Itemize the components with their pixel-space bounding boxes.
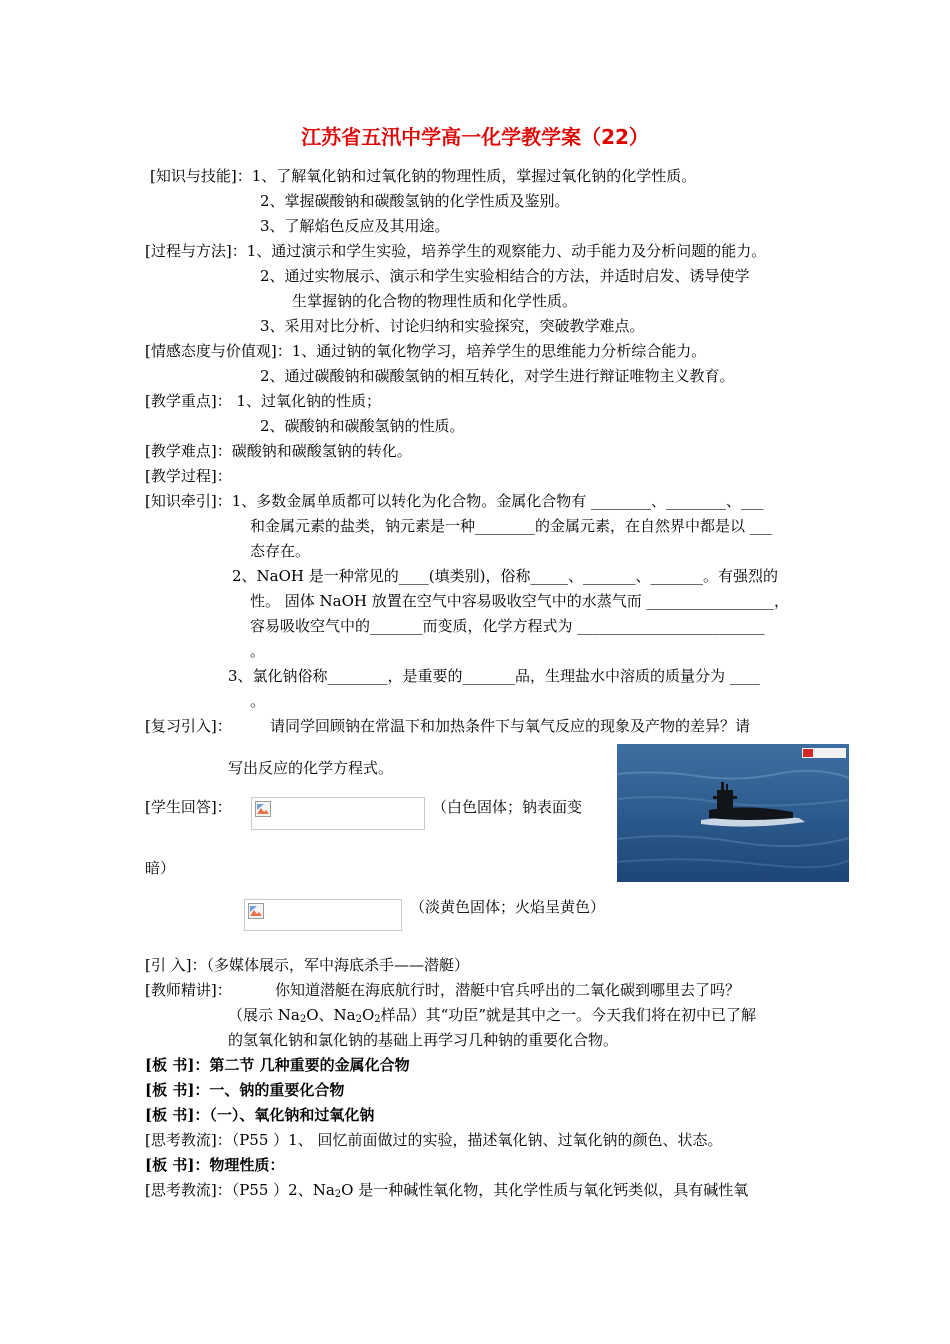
key-point-1: [教学重点]： 1、过氧化钠的性质； bbox=[145, 392, 382, 410]
knowledge-lead-2: 2、NaOH 是一种常见的____(填类别)，俗称_____、_______、_______。有强烈的 bbox=[232, 567, 778, 585]
broken-image-icon bbox=[248, 903, 264, 919]
difficult-point: [教学难点]：碳酸钠和碳酸氢钠的转化。 bbox=[145, 442, 412, 460]
objective-emotion-1: [情感态度与价值观]：1、通过钠的氧化物学习，培养学生的思维能力分析综合能力。 bbox=[145, 342, 707, 360]
objective-process-2-cont: 生掌握钠的化合物的物理性质和化学性质。 bbox=[292, 292, 578, 310]
think-exchange-2: [思考教流]：（P55 ）2、$Na_2O$ 是一种碱性氧化物，其化学性质与氧化钙类似，具有碱性氧 bbox=[145, 1181, 749, 1200]
equation-image-2 bbox=[244, 899, 402, 931]
board-heading-2: [板 书]：（一）、氧化钠和过氧化钠 bbox=[145, 1106, 375, 1124]
objective-emotion-2: 2、通过碳酸钠和碳酸氢钠的相互转化，对学生进行辩证唯物主义教育。 bbox=[260, 367, 735, 385]
teacher-lecture-text: 你知道潜艇在海底航行时，潜艇中官兵呼出的二氧化碳到哪里去了吗？ bbox=[275, 981, 741, 999]
review-intro-text: 请同学回顾钠在常温下和加热条件下与氧气反应的现象及产物的差异？请 bbox=[270, 717, 751, 735]
key-point-2: 2、碳酸钠和碳酸氢钠的性质。 bbox=[260, 417, 465, 435]
teacher-lecture-end: 的氢氧化钠和氯化钠的基础上再学习几种钠的重要化合物。 bbox=[228, 1031, 619, 1049]
review-intro-label: [复习引入]： bbox=[145, 717, 232, 735]
teacher-lecture-cont: （展示 $Na_2O$、$Na_2O_2$样品）其“功臣”就是其中之一。今天我们将在初中已了解 bbox=[228, 1006, 756, 1025]
objective-process-3: 3、采用对比分析、讨论归纳和实验探究，突破教学难点。 bbox=[260, 317, 645, 335]
review-intro-cont: 写出反应的化学方程式。 bbox=[228, 759, 394, 777]
board-physical-properties: [板 书]：物理性质： bbox=[145, 1156, 285, 1174]
knowledge-lead-3: 3、氯化钠俗称________，是重要的_______品，生理盐水中溶质的质量分为 ____ bbox=[228, 667, 760, 685]
teaching-process-heading: [教学过程]： bbox=[145, 467, 232, 485]
objective-knowledge-3: 3、了解焰色反应及其用途。 bbox=[260, 217, 450, 235]
board-heading-1: [板 书]：一、钠的重要化合物 bbox=[145, 1081, 345, 1099]
knowledge-lead-2-cont: 性。 固体 NaOH 放置在空气中容易吸收空气中的水蒸气而 _________________， bbox=[250, 592, 790, 610]
equation-image-1 bbox=[251, 797, 425, 830]
teacher-lecture-label: [教师精讲]： bbox=[145, 981, 232, 999]
student-answer-result-2: （淡黄色固体；火焰呈黄色） bbox=[410, 898, 606, 916]
objective-knowledge-2: 2、掌握碳酸钠和碳酸氢钠的化学性质及鉴别。 bbox=[260, 192, 570, 210]
broken-image-icon bbox=[255, 801, 271, 817]
knowledge-lead-2-end: 。 bbox=[250, 642, 266, 660]
knowledge-lead-1-end: 态存在。 bbox=[250, 542, 311, 560]
knowledge-lead-2-cont2: 容易吸收空气中的_______而变质，化学方程式为 _________________________ bbox=[250, 617, 765, 635]
board-section-title: [板 书]：第二节 几种重要的金属化合物 bbox=[145, 1056, 410, 1074]
knowledge-lead-3-end: 。 bbox=[250, 692, 266, 710]
student-answer-label: [学生回答]： bbox=[145, 798, 232, 816]
introduction: [引 入]：（多媒体展示，军中海底杀手——潜艇） bbox=[145, 956, 469, 974]
objective-process-1: [过程与方法]：1、通过演示和学生实验，培养学生的观察能力、动手能力及分析问题的能力。 bbox=[145, 242, 767, 260]
objective-knowledge-1: [知识与技能]：1、了解氧化钠和过氧化钠的物理性质，掌握过氧化钠的化学性质。 bbox=[150, 167, 697, 185]
objective-process-2: 2、通过实物展示、演示和学生实验相结合的方法，并适时启发、诱导使学 bbox=[260, 267, 750, 285]
submarine-photo bbox=[617, 744, 849, 882]
think-exchange-1: [思考教流]：（P55 ）1、 回忆前面做过的实验，描述氧化钠、过氧化钠的颜色、状态。 bbox=[145, 1131, 723, 1149]
student-answer-result-1: （白色固体；钠表面变 bbox=[432, 798, 583, 816]
student-answer-result-1-end: 暗） bbox=[145, 859, 176, 877]
page-title: 江苏省五汛中学高一化学教学案（22） bbox=[301, 125, 649, 149]
knowledge-lead-1-cont: 和金属元素的盐类，钠元素是一种________的金属元素，在自然界中都是以 ___ bbox=[250, 517, 773, 535]
knowledge-lead-1: [知识牵引]：1、多数金属单质都可以转化为化合物。金属化合物有 ________、________、___ bbox=[145, 492, 764, 510]
